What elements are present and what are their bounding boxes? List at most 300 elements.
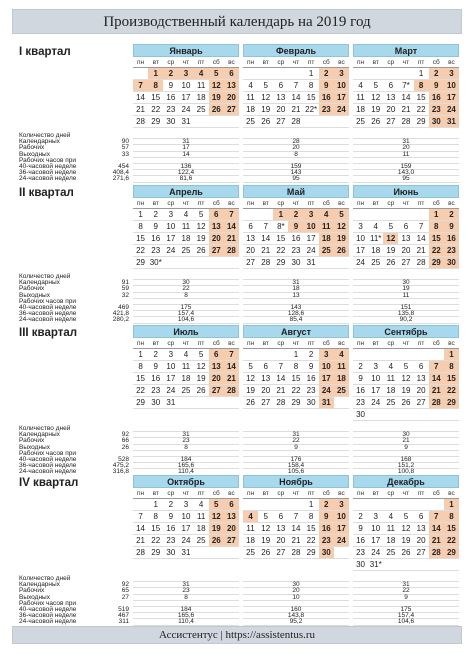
day-cell: 31*	[369, 560, 382, 569]
day-cell	[444, 409, 459, 421]
day-cell	[243, 209, 258, 221]
month-name: Октябрь	[133, 475, 239, 488]
month-block	[133, 325, 239, 409]
day-cell: 21	[288, 104, 303, 116]
weekday-label: ср	[277, 490, 285, 497]
stat-value: 65	[121, 587, 129, 595]
day-cell: 20	[224, 523, 239, 535]
day-cell	[288, 499, 303, 511]
day-cell: 14	[429, 523, 444, 535]
day-cell: 20	[258, 385, 273, 397]
day-grid	[243, 208, 349, 269]
day-cell: 9	[304, 361, 319, 373]
stat-label: Количество дней	[19, 273, 71, 280]
month-stat-value: 21	[353, 438, 459, 444]
stat-value: 528	[118, 455, 129, 463]
month-stats	[353, 426, 459, 476]
day-cell	[304, 116, 319, 128]
day-cell: 28	[273, 397, 288, 409]
day-cell	[398, 559, 413, 571]
weekday-label: сб	[322, 340, 330, 347]
month-stats	[353, 576, 459, 626]
day-cell: 4	[334, 349, 349, 361]
day-cell: 24	[334, 535, 349, 547]
day-cell: 15	[429, 233, 444, 245]
day-cell: 10	[444, 80, 459, 92]
day-cell: 1	[273, 209, 288, 221]
month-stat-value: 143,0	[353, 170, 459, 176]
weekday-label: чт	[402, 59, 410, 66]
day-cell: 16	[148, 373, 163, 385]
day-cell: 10	[163, 221, 178, 233]
day-cell: 29	[148, 116, 163, 128]
day-cell: 18	[243, 104, 258, 116]
weekday-label: пт	[307, 59, 315, 66]
stat-value: 454	[118, 162, 129, 170]
day-cell: 1	[304, 499, 319, 511]
day-cell: 5	[383, 221, 398, 233]
weekday-label: пт	[197, 59, 205, 66]
month-stats	[133, 426, 239, 476]
day-cell: 20	[414, 535, 429, 547]
day-cell: 15	[414, 92, 429, 104]
day-cell: 28	[258, 257, 273, 269]
weekday-label: ср	[167, 340, 175, 347]
day-cell: 25	[178, 385, 193, 397]
month-stat-value: 22	[133, 286, 239, 292]
weekday-label: вс	[448, 200, 455, 207]
day-cell	[383, 349, 398, 361]
month-stat-value: 20	[353, 145, 459, 151]
weekday-label: пн	[247, 59, 255, 66]
day-cell: 25	[353, 116, 368, 128]
day-cell: 18	[178, 233, 193, 245]
month-name: Январь	[133, 44, 239, 57]
day-cell: 4	[194, 499, 209, 511]
stat-value: 280,2	[112, 316, 129, 324]
day-cell: 16	[163, 92, 178, 104]
day-cell: 3	[368, 361, 383, 373]
day-cell	[383, 68, 398, 80]
day-cell: 23	[288, 245, 303, 257]
weekday-header	[353, 339, 459, 348]
day-cell: 23	[444, 245, 459, 257]
stat-label: Рабочих	[19, 587, 45, 595]
day-cell: 23	[353, 547, 368, 559]
day-cell: 26	[209, 104, 224, 116]
stat-label: 24-часовой неделе	[19, 618, 77, 626]
day-grid	[243, 498, 349, 559]
day-cell: 23	[429, 104, 444, 116]
day-grid	[353, 348, 459, 421]
month-stat-value: 30	[243, 582, 349, 588]
month-stat-value: 165,6	[133, 613, 239, 619]
day-cell: 18	[383, 385, 398, 397]
day-cell: 17	[368, 385, 383, 397]
day-cell: 12	[398, 523, 413, 535]
day-cell: 4	[243, 511, 258, 523]
day-cell: 25	[243, 116, 258, 128]
day-cell: 8	[444, 361, 459, 373]
day-cell	[398, 349, 413, 361]
weekday-label: сб	[322, 59, 330, 66]
weekday-label: вт	[152, 59, 159, 66]
weekday-header	[243, 199, 349, 208]
month-stat-value: 95	[353, 176, 459, 182]
weekday-label: сб	[432, 59, 440, 66]
month-stat-value: 31	[133, 432, 239, 438]
day-cell	[353, 68, 368, 80]
day-cell	[258, 209, 273, 221]
day-cell: 16	[429, 92, 444, 104]
weekday-label: пн	[137, 59, 145, 66]
day-cell: 10	[368, 523, 383, 535]
day-cell: 6	[273, 511, 288, 523]
weekday-label: вт	[372, 340, 379, 347]
month-stat-value: 31	[133, 139, 239, 145]
day-cell: 24	[368, 397, 383, 409]
day-cell: 10	[368, 373, 383, 385]
day-grid	[353, 498, 459, 571]
day-cell: 20	[414, 385, 429, 397]
day-grid	[243, 67, 349, 128]
day-cell	[398, 209, 413, 221]
day-cell: 9	[429, 80, 444, 92]
month-stat-value: 13	[243, 293, 349, 299]
day-cell: 22	[444, 385, 459, 397]
month-block	[243, 325, 349, 409]
weekday-label: вс	[228, 200, 235, 207]
day-cell: 16	[353, 535, 368, 547]
day-cell: 30	[429, 116, 444, 128]
day-cell: 19	[334, 233, 349, 245]
month-block	[133, 44, 239, 128]
stat-label: 36-часовой неделе	[19, 612, 77, 620]
day-cell: 19	[209, 523, 224, 535]
month-stat-value: 175	[133, 305, 239, 311]
month-stat-value: 11	[353, 152, 459, 158]
day-cell: 19	[383, 245, 398, 257]
month-stat-value: 30	[133, 280, 239, 286]
month-stat-value: 176	[243, 457, 349, 463]
day-cell: 29	[148, 547, 163, 559]
day-cell: 11	[243, 523, 258, 535]
day-cell: 2	[288, 209, 303, 221]
day-cell: 15	[444, 373, 459, 385]
day-cell: 29	[133, 257, 148, 269]
day-cell: 13	[224, 80, 239, 92]
day-cell: 4	[353, 80, 368, 92]
day-cell: 8	[288, 361, 303, 373]
day-cell: 2	[163, 499, 178, 511]
weekday-label: пт	[307, 340, 315, 347]
day-cell: 6	[209, 349, 224, 361]
stat-label: Количество дней	[19, 425, 71, 432]
month-stat-value: 104,6	[133, 317, 239, 323]
day-cell: 22*	[305, 105, 318, 114]
day-cell: 6	[273, 80, 288, 92]
day-cell: 25	[178, 245, 193, 257]
month-stat-value: 128,6	[243, 311, 349, 317]
day-cell	[383, 209, 398, 221]
weekday-label: сб	[322, 490, 330, 497]
day-cell: 14	[398, 92, 413, 104]
day-cell: 11	[178, 361, 193, 373]
month-stat-value: 8	[133, 445, 239, 451]
day-cell: 25	[194, 535, 209, 547]
day-cell	[414, 559, 429, 571]
day-cell: 14	[133, 523, 148, 535]
day-cell	[414, 349, 429, 361]
month-stat-value: 135,8	[353, 311, 459, 317]
day-cell: 21	[224, 233, 239, 245]
day-cell: 15	[444, 523, 459, 535]
day-cell: 12	[209, 511, 224, 523]
day-cell: 7*	[398, 80, 413, 92]
stat-row	[19, 176, 129, 182]
day-cell: 30	[353, 409, 368, 421]
day-cell: 21	[133, 535, 148, 547]
day-cell: 3	[334, 68, 349, 80]
day-cell: 21	[133, 104, 148, 116]
month-stat-value: 31	[353, 582, 459, 588]
quarter-label: IV квартал	[19, 477, 79, 489]
day-cell: 29	[133, 397, 148, 409]
day-cell: 14	[133, 92, 148, 104]
month-stat-value: 31	[133, 582, 239, 588]
day-cell: 15	[304, 523, 319, 535]
day-cell: 3	[319, 349, 334, 361]
day-cell	[209, 116, 224, 128]
month-stat-value: 168	[353, 457, 459, 463]
day-cell: 13	[273, 523, 288, 535]
stat-value: 271,6	[112, 175, 129, 183]
month-stats	[243, 133, 349, 183]
weekday-label: пн	[357, 59, 365, 66]
month-block	[353, 475, 459, 571]
day-cell	[194, 547, 209, 559]
day-cell: 10	[178, 80, 193, 92]
day-cell: 13	[209, 221, 224, 233]
day-cell: 7	[414, 221, 429, 233]
weekday-label: вт	[262, 200, 269, 207]
day-cell: 18	[243, 535, 258, 547]
day-cell: 18	[194, 523, 209, 535]
day-cell: 10	[353, 233, 368, 245]
quarter-stats	[19, 274, 129, 324]
day-cell: 3	[304, 209, 319, 221]
day-cell: 10	[163, 361, 178, 373]
day-cell: 23	[148, 385, 163, 397]
day-cell	[178, 257, 193, 269]
day-cell: 29	[444, 397, 459, 409]
day-cell: 30	[163, 547, 178, 559]
day-cell	[383, 499, 398, 511]
month-stat-value: 110,4	[133, 619, 239, 625]
stat-label: Выходных	[19, 593, 50, 601]
stat-label: 36-часовой неделе	[19, 310, 77, 318]
day-cell	[194, 116, 209, 128]
day-cell: 27	[414, 397, 429, 409]
day-cell: 4	[319, 209, 334, 221]
day-cell: 24	[304, 245, 319, 257]
weekday-label: ср	[277, 200, 285, 207]
day-cell: 2	[148, 349, 163, 361]
day-cell: 28	[133, 547, 148, 559]
day-cell: 30	[353, 559, 368, 571]
day-cell: 19	[258, 104, 273, 116]
day-cell	[398, 499, 413, 511]
day-cell: 18	[334, 373, 349, 385]
day-cell: 6	[224, 68, 239, 80]
day-cell: 15	[273, 233, 288, 245]
month-stat-value: 11	[353, 293, 459, 299]
day-cell	[353, 349, 368, 361]
month-stat-value: 157,4	[133, 311, 239, 317]
month-stat-value: 143	[243, 305, 349, 311]
stat-label: Количество дней	[19, 132, 71, 139]
day-cell: 27	[383, 116, 398, 128]
day-cell: 7	[273, 361, 288, 373]
month-block	[133, 475, 239, 559]
month-block	[243, 44, 349, 128]
day-cell: 8	[133, 221, 148, 233]
weekday-label: вт	[262, 490, 269, 497]
day-cell: 22	[148, 104, 163, 116]
day-cell: 26	[194, 245, 209, 257]
month-stats	[243, 274, 349, 324]
day-cell	[429, 349, 444, 361]
stat-value: 33	[121, 150, 129, 158]
stat-label: Рабочих часов при	[19, 156, 76, 164]
day-cell: 28	[429, 397, 444, 409]
day-cell	[194, 397, 209, 409]
day-cell: 22	[133, 245, 148, 257]
month-stat-value: 8	[133, 595, 239, 601]
day-cell	[319, 257, 334, 269]
day-cell: 18	[368, 245, 383, 257]
weekday-label: чт	[402, 490, 410, 497]
weekday-label: вс	[338, 340, 345, 347]
day-cell: 12	[209, 80, 224, 92]
day-cell: 24	[334, 104, 349, 116]
day-cell: 12	[194, 221, 209, 233]
weekday-label: пт	[307, 200, 315, 207]
day-cell: 11*	[370, 234, 382, 243]
day-cell: 29	[288, 397, 303, 409]
weekday-label: чт	[292, 200, 300, 207]
day-cell: 24	[163, 385, 178, 397]
stat-value: 91	[121, 279, 129, 287]
month-name: Декабрь	[353, 475, 459, 488]
day-cell: 9	[163, 80, 178, 92]
day-cell: 14	[224, 361, 239, 373]
stat-value: 90	[121, 138, 129, 146]
day-cell: 9	[148, 221, 163, 233]
quarter-stats	[19, 133, 129, 183]
weekday-label: вт	[152, 490, 159, 497]
month-block	[353, 44, 459, 128]
day-cell: 1	[148, 499, 163, 511]
day-cell: 8	[133, 361, 148, 373]
weekday-label: вт	[372, 490, 379, 497]
day-cell: 28	[414, 257, 429, 269]
day-cell: 17	[353, 245, 368, 257]
day-cell: 13	[224, 511, 239, 523]
stat-row	[19, 317, 129, 323]
day-cell: 7	[224, 349, 239, 361]
day-cell: 25	[243, 547, 258, 559]
stat-label: Рабочих часов при	[19, 599, 76, 607]
day-cell: 1	[148, 68, 163, 80]
day-cell: 14	[273, 373, 288, 385]
month-stat-value: 100,8	[353, 469, 459, 475]
day-cell: 13	[243, 233, 258, 245]
weekday-label: вт	[152, 340, 159, 347]
footer: Ассистентус | https://assistentus.ru	[12, 626, 462, 644]
day-cell: 3	[444, 68, 459, 80]
day-cell: 26	[194, 385, 209, 397]
day-cell: 25	[319, 245, 334, 257]
day-cell: 20	[243, 245, 258, 257]
day-cell: 1	[133, 349, 148, 361]
day-cell: 27	[258, 397, 273, 409]
day-grid	[133, 348, 239, 409]
day-cell: 11	[243, 92, 258, 104]
day-cell: 21	[288, 535, 303, 547]
day-cell: 12	[243, 373, 258, 385]
day-cell: 28	[224, 385, 239, 397]
month-stat-value: 110,4	[133, 469, 239, 475]
day-cell: 26	[398, 397, 413, 409]
day-cell	[258, 68, 273, 80]
day-cell: 6	[398, 221, 413, 233]
stat-value: 92	[121, 581, 129, 589]
weekday-label: пн	[357, 490, 365, 497]
day-cell: 5	[194, 349, 209, 361]
day-cell: 24	[178, 104, 193, 116]
weekday-label: чт	[402, 200, 410, 207]
month-stat-value: 19	[353, 286, 459, 292]
day-cell	[258, 349, 273, 361]
stat-label: Календарных	[19, 581, 60, 589]
day-cell: 22	[444, 535, 459, 547]
stat-label: 24-часовой неделе	[19, 468, 77, 476]
day-cell: 25	[383, 397, 398, 409]
weekday-label: пт	[417, 340, 425, 347]
day-cell: 17	[334, 92, 349, 104]
day-cell: 6	[414, 361, 429, 373]
stat-label: Количество дней	[19, 575, 71, 582]
day-cell: 12	[194, 361, 209, 373]
stat-value: 66	[121, 437, 129, 445]
weekday-header	[353, 489, 459, 498]
weekday-label: ср	[167, 200, 175, 207]
month-stat-value: 23	[133, 438, 239, 444]
day-cell: 9	[288, 221, 303, 233]
quarter-stats	[19, 576, 129, 626]
day-cell: 6	[243, 221, 258, 233]
day-cell: 4	[383, 361, 398, 373]
day-cell	[209, 257, 224, 269]
day-cell: 3	[178, 499, 193, 511]
month-stat-value: 14	[133, 152, 239, 158]
month-block	[133, 185, 239, 269]
day-cell: 16	[353, 385, 368, 397]
day-cell: 27	[273, 547, 288, 559]
day-cell	[224, 257, 239, 269]
stat-label: Выходных	[19, 291, 50, 299]
